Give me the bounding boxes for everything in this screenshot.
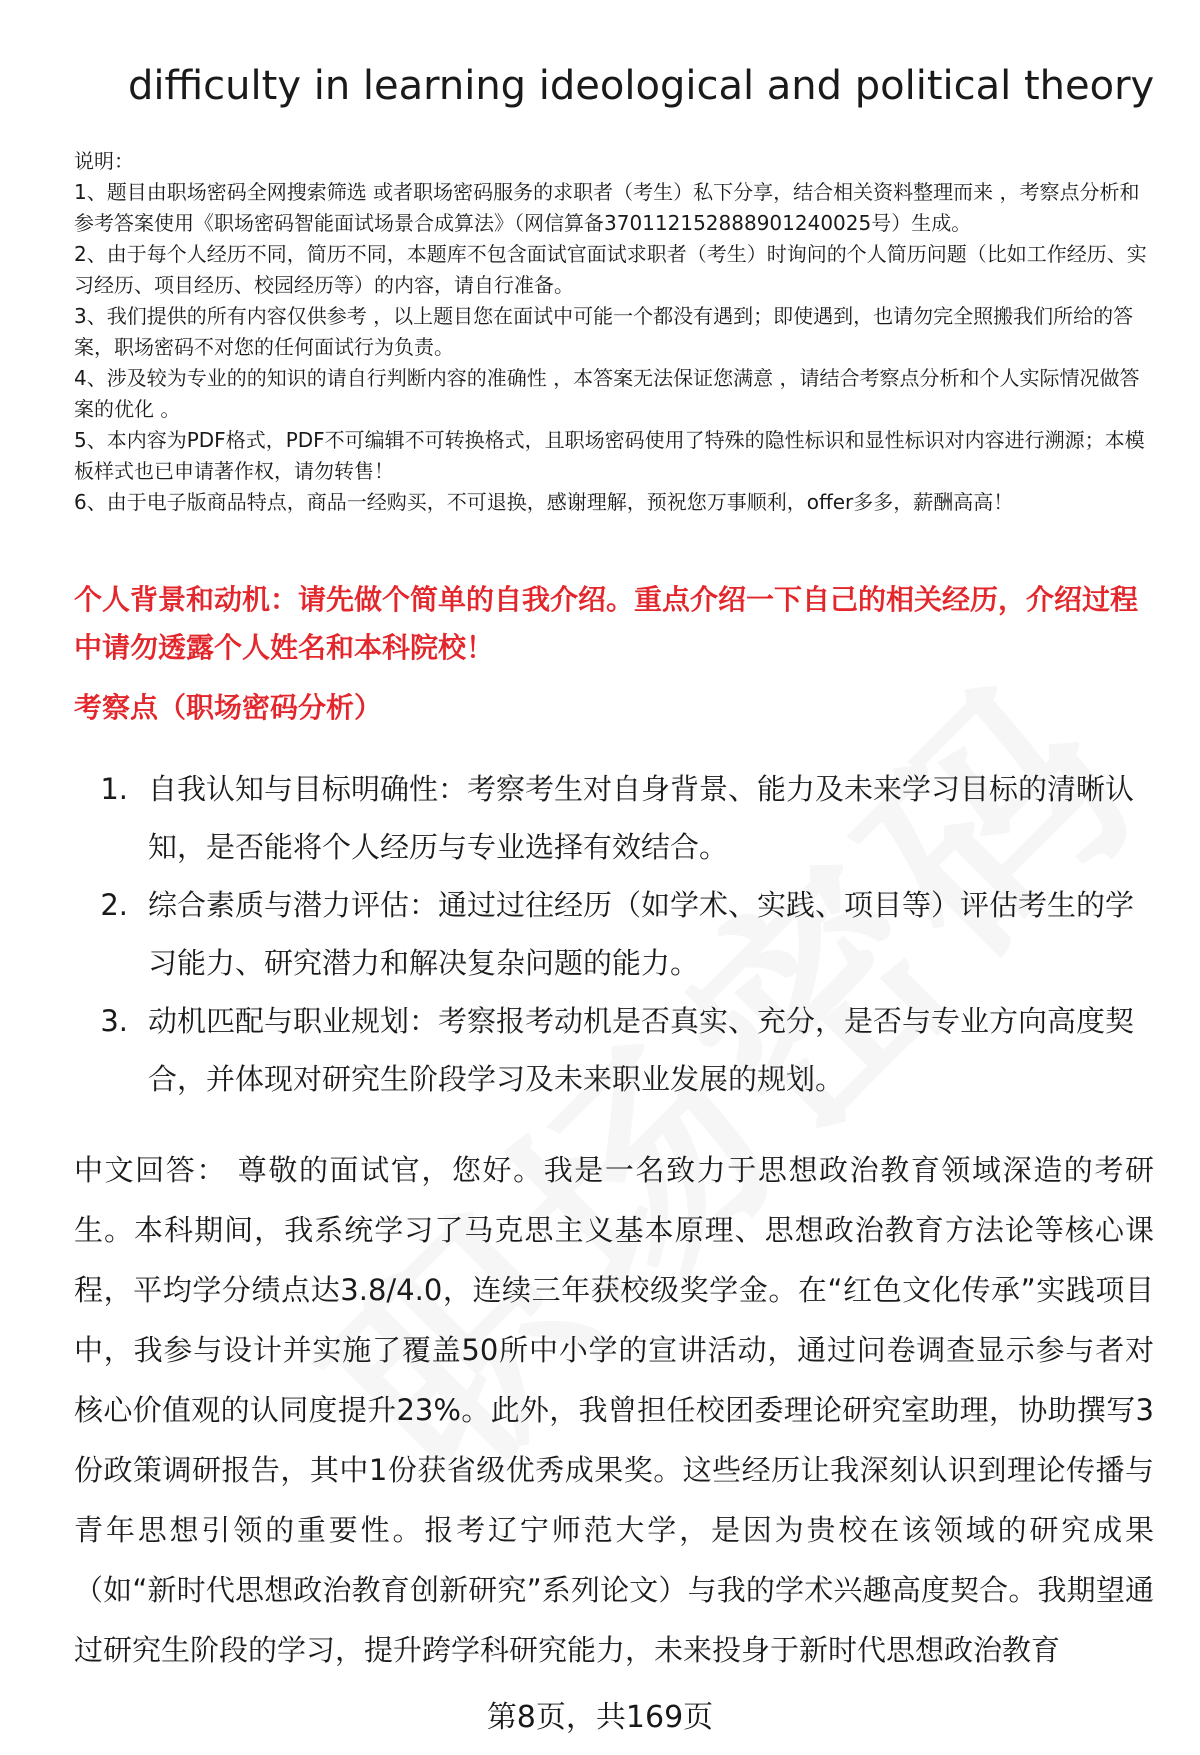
note-item-3: 3、我们提供的所有内容仅供参考 ，以上题目您在面试中可能一个都没有遇到；即使遇到，也请勿完全照搬我们所给的答案，职场密码不对您的任何面试行为负责。 <box>74 304 1134 359</box>
notes-label: 说明： <box>74 149 134 173</box>
note-item-5: 5、本内容为PDF格式，PDF不可编辑不可转换格式，且职场密码使用了特殊的隐性标识和显性标识对内容进行溯源；本模板样式也已申请著作权，请勿转售！ <box>74 428 1145 483</box>
chinese-answer: 中文回答： 尊敬的面试官，您好。我是一名致力于思想政治教育领域深造的考研生。本科期间，我系统学习了马克思主义基本原理、思想政治教育方法论等核心课程，平均学分绩点达3.8/4.0，连续三年获校级奖学金。在“红色文化传承”实践项目中，我参与设计并实施了覆盖50所中小学的宣讲活动，通过问卷调查显示参与者对核心价值观的认同度提升23%。此外，我曾担任校团委理论研究室助理，协助撰写3份政策调研报告，其中1份获省级优秀成果奖。这些经历让我深刻认识到理论传播与青年思想引领的重要性。报考辽宁师范大学，是因为贵校在该领域的研究成果（如“新时代思想政治教育创新研究”系列论文）与我的学术兴趣高度契合。我期望通过研究生阶段的学习，提升跨学科研究能力，未来投身于新时代思想政治教育 <box>74 1153 1154 1667</box>
disclaimer-notes <box>74 146 1154 518</box>
point-number: 2. <box>100 888 128 922</box>
analysis-point <box>74 760 1154 876</box>
point-number: 1. <box>100 772 128 806</box>
point-text: 综合素质与潜力评估：通过过往经历（如学术、实践、项目等）评估考生的学习能力、研究潜力和解决复杂问题的能力。 <box>148 888 1135 980</box>
point-number: 3. <box>100 1004 128 1038</box>
note-item-1: 1、题目由职场密码全网搜索筛选 或者职场密码服务的求职者（考生）私下分享，结合相关资料整理而来 ，考察点分析和参考答案使用《职场密码智能面试场景合成算法》（网信算备370112152888901240025号）生成。 <box>74 180 1140 235</box>
analysis-title: 考察点（职场密码分析） <box>74 691 383 724</box>
analysis-point <box>74 992 1154 1108</box>
page-number: 第8页，共169页 <box>486 1700 714 1735</box>
note-item-6: 6、由于电子版商品特点，商品一经购买，不可退换，感谢理解，预祝您万事顺利，offer多多，薪酬高高！ <box>74 490 1014 514</box>
note-item-2: 2、由于每个人经历不同，简历不同，本题库不包含面试官面试求职者（考生）时询问的个人简历问题（比如工作经历、实习经历、项目经历、校园经历等）的内容，请自行准备。 <box>74 242 1147 297</box>
page-heading: difficulty in learning ideological and political theory <box>128 63 1155 109</box>
interview-question: 个人背景和动机：请先做个简单的自我介绍。重点介绍一下自己的相关经历，介绍过程中请勿透露个人姓名和本科院校！ <box>74 583 1139 664</box>
analysis-points <box>74 760 1154 1108</box>
note-item-4: 4、涉及较为专业的的知识的请自行判断内容的准确性 ，本答案无法保证您满意 ，请结合考察点分析和个人实际情况做答案的优化 。 <box>74 366 1140 421</box>
point-text: 自我认知与目标明确性：考察考生对自身背景、能力及未来学习目标的清晰认知，是否能将个人经历与专业选择有效结合。 <box>148 772 1135 864</box>
point-text: 动机匹配与职业规划：考察报考动机是否真实、充分，是否与专业方向高度契合，并体现对研究生阶段学习及未来职业发展的规划。 <box>148 1004 1135 1096</box>
analysis-point <box>74 876 1154 992</box>
